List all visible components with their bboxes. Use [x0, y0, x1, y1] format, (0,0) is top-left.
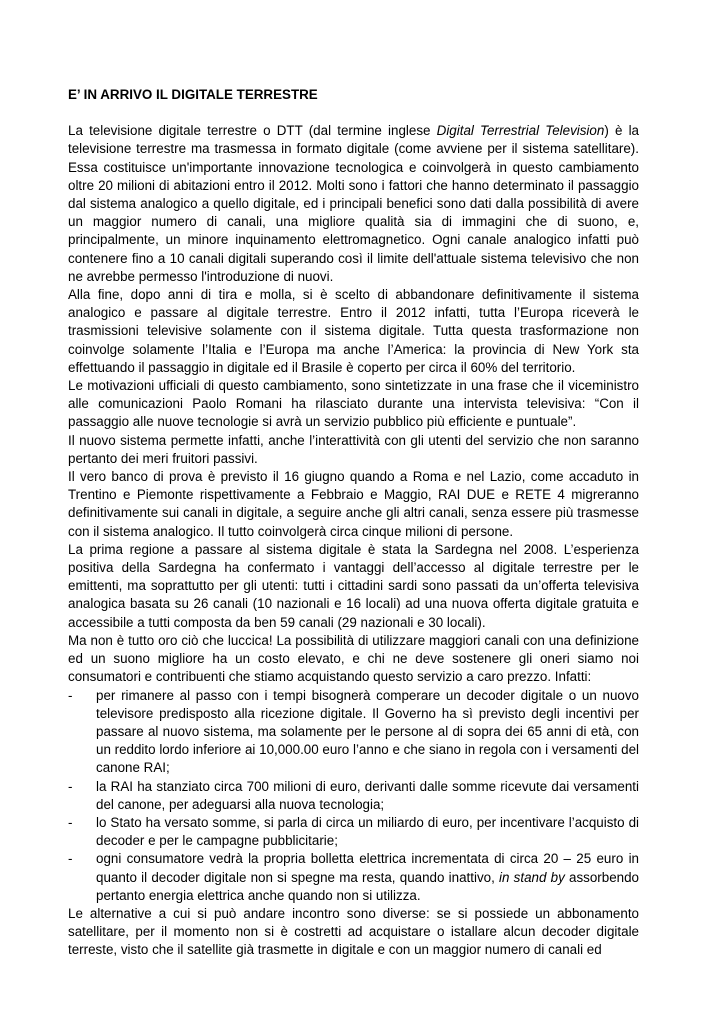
list-item [68, 850, 639, 905]
paragraph-test: Il vero banco di prova è previsto il 16 giugno quando a Roma e nel Lazio, come accaduto in Trentino e Piemonte rispettivamente a Febbraio e Maggio, RAI DUE e RETE 4 migreranno definitivamente sui canali in digitale, a seguire anche gli altri canali, senza essere più trasmesse con il sistema analogico. Il tutto coinvolgerà circa cinque milioni di persone. [68, 469, 639, 539]
paragraph-intro-text-end: ) è la televisione terrestre ma trasmessa in formato digitale (come avviene per il sistema satellitare). Essa costituisce un'importante innovazione tecnologica e coinvolgerà in questo cambiamento oltre 20 milioni di abitazioni entro il 2012. Molti sono i fattori che hanno determinato il passaggio dal sistema analogico a quello digitale, ed i principali benefici sono dati dalla possibilità di avere un maggior numero di canali, una migliore qualità sia di immagini che di suono, e, principalmente, un minore inquinamento elettromagnetico. Ogni canale analogico infatti può contenere fino a 10 canali digitali superando così il limite dell'attuale sistema televisivo che non ne avrebbe permesso l'introduzione di nuovi. [68, 123, 639, 284]
paragraph-alternatives: Le alternative a cui si può andare incontro sono diverse: se si possiede un abbonamento satellitare, per il momento non si è costretti ad acquistare o istallare alcun decoder digitale terreste, visto che il satellite già trasmette in digitale e con un maggior numero di canali ed [68, 905, 639, 958]
paragraph-interactivity: Il nuovo sistema permette infatti, anche l’interattività con gli utenti del servizio che non saranno pertanto dei meri fruitori passivi. [68, 432, 639, 466]
paragraph-sardegna: La prima regione a passare al sistema digitale è stata la Sardegna nel 2008. L’esperienza positiva della Sardegna ha confermato i vantaggi dell’accesso al digitale terrestre per le emittenti, ma soprattutto per gli utenti: tutti i cittadini sardi sono passati da un’offerta televisiva analogica basata su 26 canali (10 nazionali e 16 locali) ad una nuova offerta digitale gratuita e accessibile a tutti composta da ben 59 canali (29 nazionali e 30 locali). [68, 541, 639, 630]
paragraph-intro-text: La televisione digitale terrestre o DTT (dal termine inglese [68, 123, 437, 139]
document-title: E’ IN ARRIVO IL DIGITALE TERRESTRE [68, 87, 318, 102]
list-item: - lo Stato ha versato somme, si parla di circa un miliardo di euro, per incentivare l’acquisto di decoder e per le campagne pubblicitarie; [68, 814, 639, 850]
list-item-text: ogni consumatore vedrà la propria bolletta elettrica incrementata di circa 20 – 25 euro in quanto il decoder digitale non si spegne ma resta, quando inattivo, [96, 851, 639, 885]
paragraph-motivations: Le motivazioni ufficiali di questo cambiamento, sono sintetizzate in una frase che il viceministro alle comunicazioni Paolo Romani ha rilasciato durante una intervista televisiva: “Con il passaggio alle nuove tecnologie si avrà un servizio pubblico più efficiente e puntuale”. [68, 378, 639, 430]
paragraph-costs: Ma non è tutto oro ciò che luccica! La possibilità di utilizzare maggiori canali con una definizione ed un suono migliore ha un costo elevato, e chi ne deve sostenere gli oneri siamo noi consumatori e contribuenti che stiamo acquistando questo servizio a caro prezzo. Infatti: [68, 632, 639, 685]
cost-list [68, 687, 639, 905]
paragraph-intro-italic: Digital Terrestrial Television [436, 123, 605, 139]
document-page [68, 86, 639, 960]
list-item-italic: in stand by [499, 869, 565, 885]
paragraph-switch: Alla fine, dopo anni di tira e molla, si è scelto di abbandonare definitivamente il sistema analogico e passare al digitale terrestre. Entro il 2012 infatti, tutta l’Europa riceverà le trasmissioni televisive solamente con il sistema digitale. Tutta questa trasformazione non coinvolge solamente l’Italia e l’Europa ma anche l’America: la provincia di New York sta effettuando il passaggio in digitale ed il Brasile è coperto per circa il 60% del territorio. [68, 287, 639, 375]
list-item: - la RAI ha stanziato circa 700 milioni di euro, derivanti dalle somme ricevute dai versamenti del canone, per adeguarsi alla nuova tecnologia; [68, 778, 639, 814]
list-item: - per rimanere al passo con i tempi bisognerà comperare un decoder digitale o un nuovo televisore predisposto alla ricezione digitale. Il Governo ha sì previsto degli incentivi per passare al nuovo sistema, ma solamente per le persone al di sopra dei 65 anni di età, con un reddito lordo inferiore ai 10,000.00 euro l’anno e che siano in regola con i versamenti del canone RAI; [68, 687, 639, 778]
paragraph-intro [68, 122, 639, 286]
list-item-text-end: assorbendo pertanto energia elettrica anche quando non si utilizza. [96, 869, 639, 903]
